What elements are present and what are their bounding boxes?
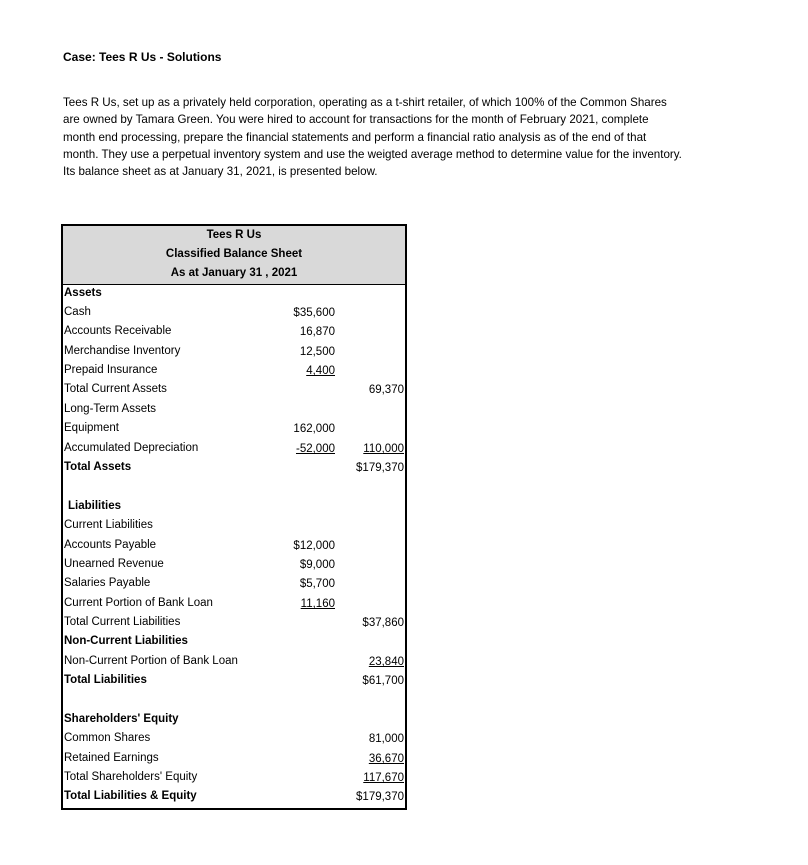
liabilities-heading: Liabilities — [68, 500, 122, 512]
row-value: 4,400 — [306, 365, 335, 377]
row-total: 36,670 — [368, 753, 404, 765]
assets-heading: Assets — [64, 287, 102, 299]
table-row — [63, 440, 405, 458]
balance-sheet — [61, 224, 407, 810]
row-label: Current Portion of Bank Loan — [64, 597, 213, 609]
table-row — [63, 517, 405, 535]
row-total: $61,700 — [362, 675, 404, 687]
row-total: 23,840 — [368, 656, 404, 668]
row-value: 11,160 — [300, 598, 335, 610]
case-title: Case: Tees R Us - Solutions — [63, 50, 222, 64]
equity-heading: Shareholders' Equity — [64, 713, 179, 725]
table-row — [63, 672, 405, 690]
table-row — [63, 420, 405, 438]
table-row — [63, 537, 405, 555]
statement-title: Classified Balance Sheet — [165, 248, 303, 260]
row-label: Total Shareholders' Equity — [64, 771, 198, 783]
row-label: Accumulated Depreciation — [64, 442, 199, 454]
table-row — [63, 381, 405, 399]
table-row — [63, 653, 405, 671]
row-value: $12,000 — [293, 540, 335, 552]
table-row — [63, 556, 405, 574]
table-row — [63, 633, 405, 651]
table-row — [63, 401, 405, 419]
row-label: Total Liabilities — [64, 674, 147, 686]
row-label: Current Liabilities — [64, 519, 153, 531]
row-label: Cash — [64, 306, 91, 318]
row-value: 16,870 — [299, 326, 335, 338]
row-label: Equipment — [64, 422, 119, 434]
row-label: Accounts Receivable — [64, 325, 172, 337]
table-row — [63, 323, 405, 341]
table-row — [63, 750, 405, 768]
table-row — [63, 595, 405, 613]
table-row — [63, 575, 405, 593]
company-name: Tees R Us — [206, 229, 262, 241]
row-total: 117,670 — [363, 772, 404, 784]
row-label: Total Liabilities & Equity — [64, 790, 197, 802]
row-label: Accounts Payable — [64, 539, 157, 551]
row-value: 12,500 — [299, 346, 335, 358]
statement-date: As at January 31 , 2021 — [170, 267, 298, 279]
row-total: $179,370 — [356, 791, 404, 803]
balance-sheet-header — [63, 226, 405, 285]
table-row — [63, 769, 405, 787]
row-value: -52,000 — [295, 443, 335, 455]
row-total: $179,370 — [356, 462, 404, 474]
table-row — [63, 304, 405, 322]
row-label: Non-Current Portion of Bank Loan — [64, 655, 238, 667]
row-label: Long-Term Assets — [64, 403, 157, 415]
row-label: Total Current Assets — [64, 383, 167, 395]
row-total: 81,000 — [368, 733, 404, 745]
row-label: Salaries Payable — [64, 577, 151, 589]
row-label: Merchandise Inventory — [64, 345, 181, 357]
row-value: $9,000 — [299, 559, 335, 571]
row-total: 69,370 — [368, 384, 404, 396]
row-label: Prepaid Insurance — [64, 364, 158, 376]
table-row — [63, 614, 405, 632]
row-value: $5,700 — [299, 578, 335, 590]
row-label: Common Shares — [64, 732, 151, 744]
row-label: Non-Current Liabilities — [64, 635, 188, 647]
table-row — [63, 362, 405, 380]
row-total: $37,860 — [362, 617, 404, 629]
table-row — [63, 730, 405, 748]
row-value: $35,600 — [293, 307, 335, 319]
table-row — [63, 788, 405, 806]
table-row — [63, 343, 405, 361]
assets-heading-row — [63, 285, 405, 303]
row-label: Unearned Revenue — [64, 558, 164, 570]
table-row — [63, 459, 405, 477]
intro-paragraph: Tees R Us, set up as a privately held corporation, operating as a t-shirt retailer, of which 100% of the Common Shares are owned by Tamara Green. You were hired to account for transactions for the month of February 2021, complete month end processing, prepare the financial statements and perform a financial ratio analysis as of the end of that month. They use a perpetual inventory system and use the weigted average method to determine value for the inventory. Its balance sheet as at January 31, 2021, is presented below. — [63, 96, 682, 179]
row-label: Total Current Liabilities — [64, 616, 181, 628]
row-label: Retained Earnings — [64, 752, 159, 764]
row-total: 110,000 — [363, 443, 404, 455]
equity-heading-row — [63, 711, 405, 729]
row-label: Total Assets — [64, 461, 132, 473]
row-value: 162,000 — [293, 423, 335, 435]
liabilities-heading-row — [63, 498, 405, 516]
